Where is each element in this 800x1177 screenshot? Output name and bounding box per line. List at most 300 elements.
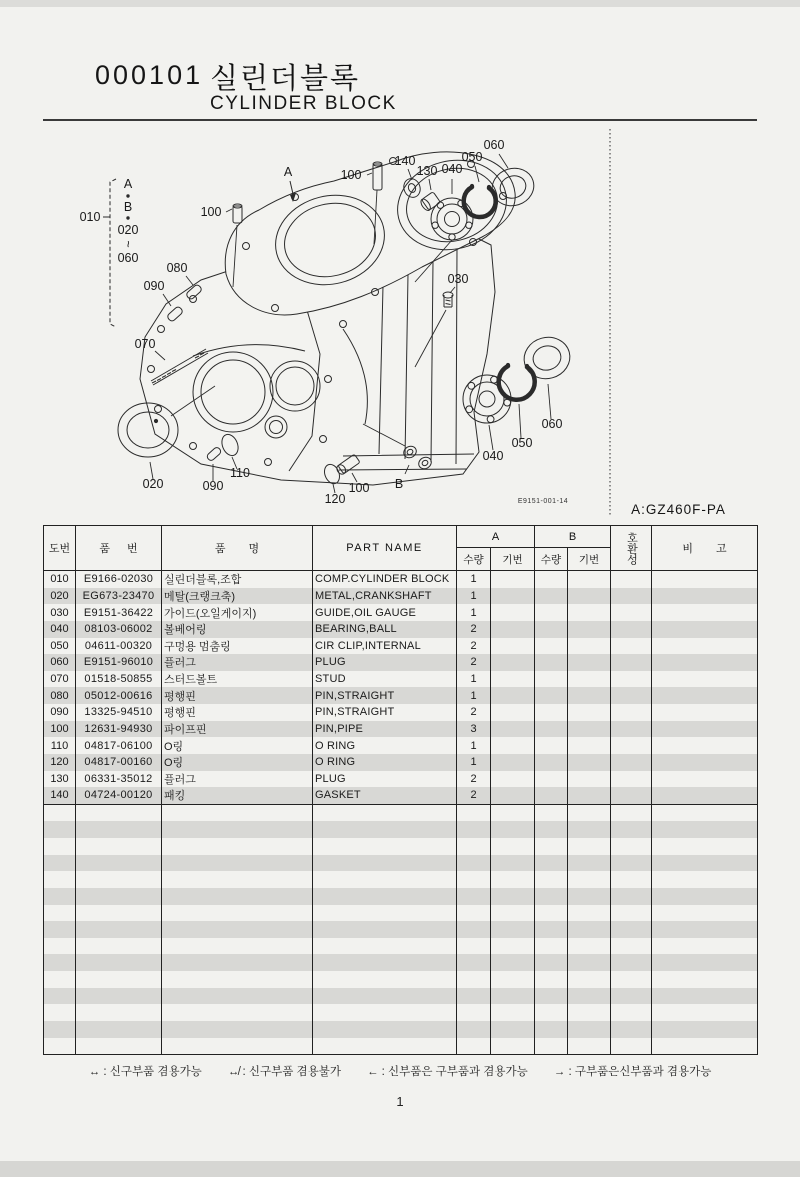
cell-remark bbox=[652, 638, 758, 655]
empty-cell bbox=[491, 1038, 535, 1055]
cell-part_no: 06331-35012 bbox=[76, 771, 162, 788]
scan-edge-top bbox=[0, 0, 800, 7]
empty-cell bbox=[535, 855, 568, 872]
empty-cell bbox=[44, 971, 76, 988]
cell-part_name: METAL,CRANKSHAFT bbox=[313, 588, 457, 605]
empty-cell bbox=[313, 905, 457, 922]
cell-qty_b bbox=[535, 687, 568, 704]
header-code-a: 기번 bbox=[491, 548, 535, 571]
callout-020: 020 bbox=[142, 477, 164, 491]
cell-name_kr: 메탈(크랭크축) bbox=[162, 588, 313, 605]
parts-table bbox=[43, 525, 758, 1055]
empty-cell bbox=[652, 954, 758, 971]
empty-cell bbox=[44, 871, 76, 888]
table-row bbox=[44, 638, 758, 655]
empty-cell bbox=[313, 821, 457, 838]
cell-name_kr: 구멍용 멈춤링 bbox=[162, 638, 313, 655]
empty-cell bbox=[535, 938, 568, 955]
cell-compat bbox=[611, 737, 652, 754]
cell-part_name: O RING bbox=[313, 754, 457, 771]
empty-cell bbox=[76, 1004, 162, 1021]
cell-name_kr: O링 bbox=[162, 754, 313, 771]
empty-cell bbox=[44, 1021, 76, 1038]
table-row bbox=[44, 654, 758, 671]
model-reference: A:GZ460F-PA bbox=[631, 502, 726, 517]
cell-qty_a: 1 bbox=[457, 604, 491, 621]
callout-060-upper: 060 bbox=[483, 138, 505, 152]
empty-row bbox=[44, 938, 758, 955]
empty-cell bbox=[491, 821, 535, 838]
table-row bbox=[44, 604, 758, 621]
empty-cell bbox=[313, 838, 457, 855]
cell-code_b bbox=[568, 638, 611, 655]
empty-cell bbox=[457, 938, 491, 955]
cell-code_b bbox=[568, 771, 611, 788]
cell-code_a bbox=[491, 754, 535, 771]
empty-cell bbox=[76, 804, 162, 821]
cell-code_a bbox=[491, 571, 535, 588]
empty-cell bbox=[535, 905, 568, 922]
cell-compat bbox=[611, 671, 652, 688]
callout-030: 030 bbox=[447, 272, 469, 286]
cell-compat bbox=[611, 654, 652, 671]
table-row bbox=[44, 771, 758, 788]
cell-qty_a: 1 bbox=[457, 687, 491, 704]
cell-remark bbox=[652, 654, 758, 671]
empty-cell bbox=[457, 804, 491, 821]
empty-cell bbox=[568, 838, 611, 855]
empty-cell bbox=[162, 888, 313, 905]
document-number: 000101 bbox=[95, 60, 204, 90]
cell-qty_a: 2 bbox=[457, 621, 491, 638]
empty-cell bbox=[313, 871, 457, 888]
empty-cell bbox=[457, 1021, 491, 1038]
parts-table-header bbox=[44, 526, 758, 571]
table-row bbox=[44, 721, 758, 738]
empty-cell bbox=[568, 921, 611, 938]
empty-cell bbox=[457, 905, 491, 922]
empty-cell bbox=[611, 871, 652, 888]
empty-cell bbox=[652, 804, 758, 821]
table-row bbox=[44, 737, 758, 754]
callout-050-lower: 050 bbox=[511, 436, 533, 450]
callout-100-lower: 100 bbox=[348, 481, 370, 495]
cell-no: 030 bbox=[44, 604, 76, 621]
cell-compat bbox=[611, 771, 652, 788]
empty-row bbox=[44, 921, 758, 938]
exploded-parts-diagram bbox=[43, 124, 757, 523]
empty-row bbox=[44, 988, 758, 1005]
cell-compat bbox=[611, 588, 652, 605]
cell-remark bbox=[652, 621, 758, 638]
cell-part_no: 04817-06100 bbox=[76, 737, 162, 754]
empty-cell bbox=[44, 905, 76, 922]
callout-100-upper: 100 bbox=[340, 168, 362, 182]
cell-name_kr: 평행핀 bbox=[162, 687, 313, 704]
cell-code_b bbox=[568, 571, 611, 588]
bracket-item-tilde: ~ bbox=[121, 240, 135, 248]
cell-qty_a: 2 bbox=[457, 654, 491, 671]
cell-qty_b bbox=[535, 787, 568, 804]
header-no: 도번 bbox=[44, 526, 76, 571]
empty-cell bbox=[535, 804, 568, 821]
cell-part_name: PLUG bbox=[313, 771, 457, 788]
cell-part_no: EG673-23470 bbox=[76, 588, 162, 605]
cell-code_b bbox=[568, 704, 611, 721]
empty-cell bbox=[162, 1038, 313, 1055]
empty-cell bbox=[457, 1038, 491, 1055]
cell-part_name: GUIDE,OIL GAUGE bbox=[313, 604, 457, 621]
empty-cell bbox=[611, 954, 652, 971]
empty-row bbox=[44, 1004, 758, 1021]
cell-part_no: 04611-00320 bbox=[76, 638, 162, 655]
empty-cell bbox=[313, 921, 457, 938]
empty-cell bbox=[313, 938, 457, 955]
empty-cell bbox=[457, 921, 491, 938]
empty-cell bbox=[611, 1038, 652, 1055]
bracket-item-060: 060 bbox=[117, 251, 139, 265]
empty-cell bbox=[44, 938, 76, 955]
empty-cell bbox=[44, 954, 76, 971]
cell-part_name: PIN,PIPE bbox=[313, 721, 457, 738]
callout-110: 110 bbox=[230, 466, 250, 480]
cell-name_kr: 실린더블록,조합 bbox=[162, 571, 313, 588]
empty-cell bbox=[652, 821, 758, 838]
empty-cell bbox=[611, 855, 652, 872]
callout-010: 010 bbox=[79, 210, 101, 224]
callout-100-top: 100 bbox=[200, 205, 222, 219]
empty-cell bbox=[313, 855, 457, 872]
empty-cell bbox=[313, 1038, 457, 1055]
cell-code_b bbox=[568, 721, 611, 738]
empty-cell bbox=[652, 971, 758, 988]
empty-cell bbox=[76, 838, 162, 855]
empty-cell bbox=[568, 938, 611, 955]
empty-cell bbox=[44, 921, 76, 938]
cell-part_no: E9151-36422 bbox=[76, 604, 162, 621]
bracket-item-a: A bbox=[123, 177, 133, 191]
empty-cell bbox=[491, 971, 535, 988]
empty-row bbox=[44, 838, 758, 855]
cylinder-block-drawing bbox=[43, 124, 757, 523]
empty-cell bbox=[313, 1021, 457, 1038]
empty-cell bbox=[162, 905, 313, 922]
cell-part_name: COMP.CYLINDER BLOCK bbox=[313, 571, 457, 588]
table-row bbox=[44, 671, 758, 688]
empty-row bbox=[44, 1021, 758, 1038]
legend-item: → : 구부품은신부품과 겸용가능 bbox=[553, 1066, 712, 1078]
cell-no: 040 bbox=[44, 621, 76, 638]
empty-cell bbox=[652, 888, 758, 905]
empty-cell bbox=[457, 838, 491, 855]
callout-040-lower: 040 bbox=[482, 449, 504, 463]
empty-cell bbox=[491, 871, 535, 888]
cell-compat bbox=[611, 787, 652, 804]
cell-part_no: E9151-96010 bbox=[76, 654, 162, 671]
empty-cell bbox=[76, 871, 162, 888]
empty-cell bbox=[652, 1004, 758, 1021]
cell-part_no: 13325-94510 bbox=[76, 704, 162, 721]
empty-cell bbox=[535, 1021, 568, 1038]
callout-080: 080 bbox=[166, 261, 188, 275]
empty-cell bbox=[568, 1021, 611, 1038]
cell-name_kr: 스터드볼트 bbox=[162, 671, 313, 688]
empty-cell bbox=[491, 855, 535, 872]
empty-cell bbox=[44, 838, 76, 855]
cell-code_b bbox=[568, 787, 611, 804]
empty-cell bbox=[652, 871, 758, 888]
cell-no: 050 bbox=[44, 638, 76, 655]
empty-cell bbox=[568, 888, 611, 905]
empty-cell bbox=[611, 804, 652, 821]
empty-cell bbox=[535, 871, 568, 888]
cell-qty_b bbox=[535, 638, 568, 655]
cell-code_a bbox=[491, 654, 535, 671]
empty-cell bbox=[44, 1038, 76, 1055]
cell-no: 010 bbox=[44, 571, 76, 588]
cell-name_kr: 플러그 bbox=[162, 771, 313, 788]
cell-part_no: 01518-50855 bbox=[76, 671, 162, 688]
cell-code_b bbox=[568, 754, 611, 771]
empty-cell bbox=[611, 921, 652, 938]
cell-code_a bbox=[491, 721, 535, 738]
empty-cell bbox=[162, 838, 313, 855]
empty-cell bbox=[611, 905, 652, 922]
cell-no: 080 bbox=[44, 687, 76, 704]
empty-cell bbox=[457, 1004, 491, 1021]
cell-qty_a: 1 bbox=[457, 588, 491, 605]
cell-name_kr: 파이프핀 bbox=[162, 721, 313, 738]
empty-cell bbox=[491, 1004, 535, 1021]
cell-compat bbox=[611, 621, 652, 638]
empty-row bbox=[44, 905, 758, 922]
cell-part_no: 08103-06002 bbox=[76, 621, 162, 638]
callout-090-lower: 090 bbox=[202, 479, 224, 493]
empty-cell bbox=[535, 888, 568, 905]
part-060-plug-ring-lower bbox=[519, 332, 574, 384]
cell-part_no: 05012-00616 bbox=[76, 687, 162, 704]
empty-cell bbox=[76, 905, 162, 922]
cell-qty_a: 1 bbox=[457, 737, 491, 754]
table-row bbox=[44, 687, 758, 704]
cell-part_no: E9166-02030 bbox=[76, 571, 162, 588]
empty-cell bbox=[313, 988, 457, 1005]
empty-cell bbox=[652, 1021, 758, 1038]
empty-cell bbox=[457, 821, 491, 838]
empty-cell bbox=[611, 988, 652, 1005]
empty-cell bbox=[76, 954, 162, 971]
parts-table-empty-rows bbox=[44, 804, 758, 1054]
empty-cell bbox=[76, 821, 162, 838]
empty-cell bbox=[652, 838, 758, 855]
cell-no: 090 bbox=[44, 704, 76, 721]
table-row bbox=[44, 754, 758, 771]
empty-cell bbox=[611, 821, 652, 838]
empty-cell bbox=[76, 888, 162, 905]
cell-name_kr: 가이드(오일게이지) bbox=[162, 604, 313, 621]
cell-part_name: STUD bbox=[313, 671, 457, 688]
cell-code_b bbox=[568, 737, 611, 754]
empty-row bbox=[44, 871, 758, 888]
empty-cell bbox=[491, 838, 535, 855]
empty-cell bbox=[162, 971, 313, 988]
empty-row bbox=[44, 971, 758, 988]
empty-cell bbox=[652, 921, 758, 938]
empty-cell bbox=[162, 821, 313, 838]
empty-cell bbox=[76, 855, 162, 872]
cell-name_kr: O링 bbox=[162, 737, 313, 754]
empty-cell bbox=[652, 988, 758, 1005]
cell-remark bbox=[652, 737, 758, 754]
empty-cell bbox=[162, 938, 313, 955]
empty-cell bbox=[76, 1038, 162, 1055]
empty-row bbox=[44, 804, 758, 821]
cell-compat bbox=[611, 571, 652, 588]
cell-qty_a: 2 bbox=[457, 704, 491, 721]
cell-code_b bbox=[568, 588, 611, 605]
empty-cell bbox=[457, 888, 491, 905]
legend-item: ↔ : 신구부품 겸용가능 bbox=[88, 1066, 202, 1078]
header-code-b: 기번 bbox=[568, 548, 611, 571]
cell-no: 060 bbox=[44, 654, 76, 671]
empty-cell bbox=[162, 855, 313, 872]
empty-cell bbox=[313, 888, 457, 905]
empty-cell bbox=[652, 905, 758, 922]
empty-cell bbox=[535, 921, 568, 938]
empty-cell bbox=[568, 855, 611, 872]
drawing-reference-number: E9151-001-14 bbox=[517, 498, 569, 505]
cell-compat bbox=[611, 704, 652, 721]
cell-qty_a: 1 bbox=[457, 671, 491, 688]
cell-remark bbox=[652, 604, 758, 621]
callout-060-lower: 060 bbox=[541, 417, 563, 431]
callout-140: 140 bbox=[394, 154, 416, 168]
cell-part_name: PLUG bbox=[313, 654, 457, 671]
part-020-crankshaft-metal bbox=[118, 403, 178, 457]
table-row bbox=[44, 588, 758, 605]
cell-name_kr: 볼베어링 bbox=[162, 621, 313, 638]
header-qty-a: 수량 bbox=[457, 548, 491, 571]
cell-part_no: 04817-00160 bbox=[76, 754, 162, 771]
header-group-b: B bbox=[535, 526, 611, 548]
empty-cell bbox=[491, 804, 535, 821]
empty-cell bbox=[457, 988, 491, 1005]
empty-cell bbox=[535, 838, 568, 855]
cell-remark bbox=[652, 771, 758, 788]
page-subtitle: CYLINDER BLOCK bbox=[210, 93, 397, 114]
header-part-no: 품 번 bbox=[76, 526, 162, 571]
empty-cell bbox=[162, 988, 313, 1005]
empty-cell bbox=[44, 804, 76, 821]
empty-cell bbox=[313, 954, 457, 971]
cell-qty_a: 1 bbox=[457, 571, 491, 588]
empty-cell bbox=[568, 821, 611, 838]
empty-cell bbox=[491, 938, 535, 955]
callout-040-upper: 040 bbox=[441, 162, 463, 176]
empty-cell bbox=[162, 954, 313, 971]
empty-cell bbox=[44, 888, 76, 905]
cell-name_kr: 평행핀 bbox=[162, 704, 313, 721]
page-number: 1 bbox=[396, 1094, 404, 1109]
empty-cell bbox=[611, 1004, 652, 1021]
cell-qty_a: 3 bbox=[457, 721, 491, 738]
part-040-ball-bearing-lower bbox=[463, 375, 511, 423]
cell-remark bbox=[652, 588, 758, 605]
legend-item: ← : 신부품은 구부품과 겸용가능 bbox=[366, 1066, 528, 1078]
callout-070: 070 bbox=[134, 337, 156, 351]
cell-qty_b bbox=[535, 671, 568, 688]
callout-050-upper: 050 bbox=[461, 150, 483, 164]
cell-compat bbox=[611, 638, 652, 655]
cell-no: 020 bbox=[44, 588, 76, 605]
table-row bbox=[44, 787, 758, 804]
cell-qty_b bbox=[535, 604, 568, 621]
cell-no: 100 bbox=[44, 721, 76, 738]
cell-part_name: PIN,STRAIGHT bbox=[313, 687, 457, 704]
cell-code_b bbox=[568, 604, 611, 621]
empty-cell bbox=[457, 855, 491, 872]
cell-remark bbox=[652, 754, 758, 771]
empty-cell bbox=[44, 855, 76, 872]
table-row bbox=[44, 621, 758, 638]
cell-part_name: GASKET bbox=[313, 787, 457, 804]
empty-cell bbox=[76, 938, 162, 955]
cell-qty_b bbox=[535, 737, 568, 754]
callout-120: 120 bbox=[324, 492, 346, 506]
cell-code_a bbox=[491, 671, 535, 688]
empty-cell bbox=[535, 988, 568, 1005]
empty-cell bbox=[76, 921, 162, 938]
empty-cell bbox=[44, 988, 76, 1005]
cell-code_a bbox=[491, 704, 535, 721]
empty-cell bbox=[44, 821, 76, 838]
empty-cell bbox=[568, 954, 611, 971]
cell-part_no: 12631-94930 bbox=[76, 721, 162, 738]
header-part-name: PART NAME bbox=[313, 526, 457, 571]
cell-code_a bbox=[491, 687, 535, 704]
cell-qty_a: 2 bbox=[457, 638, 491, 655]
empty-cell bbox=[611, 971, 652, 988]
cell-name_kr: 플러그 bbox=[162, 654, 313, 671]
parts-table-body bbox=[44, 571, 758, 805]
empty-cell bbox=[568, 1004, 611, 1021]
table-row bbox=[44, 571, 758, 588]
cell-code_a bbox=[491, 588, 535, 605]
empty-row bbox=[44, 954, 758, 971]
cell-qty_a: 1 bbox=[457, 754, 491, 771]
cell-qty_b bbox=[535, 571, 568, 588]
cell-part_name: BEARING,BALL bbox=[313, 621, 457, 638]
cell-qty_b bbox=[535, 704, 568, 721]
cell-part_name: O RING bbox=[313, 737, 457, 754]
empty-cell bbox=[457, 954, 491, 971]
empty-cell bbox=[568, 871, 611, 888]
empty-cell bbox=[162, 1021, 313, 1038]
cell-code_b bbox=[568, 654, 611, 671]
cell-code_b bbox=[568, 687, 611, 704]
cell-code_a bbox=[491, 604, 535, 621]
cell-qty_b bbox=[535, 588, 568, 605]
scan-edge-bottom bbox=[0, 1161, 800, 1177]
cell-qty_b bbox=[535, 754, 568, 771]
empty-cell bbox=[535, 1004, 568, 1021]
cell-code_a bbox=[491, 737, 535, 754]
empty-cell bbox=[568, 804, 611, 821]
cell-remark bbox=[652, 571, 758, 588]
empty-cell bbox=[162, 1004, 313, 1021]
empty-cell bbox=[162, 804, 313, 821]
empty-cell bbox=[76, 1021, 162, 1038]
